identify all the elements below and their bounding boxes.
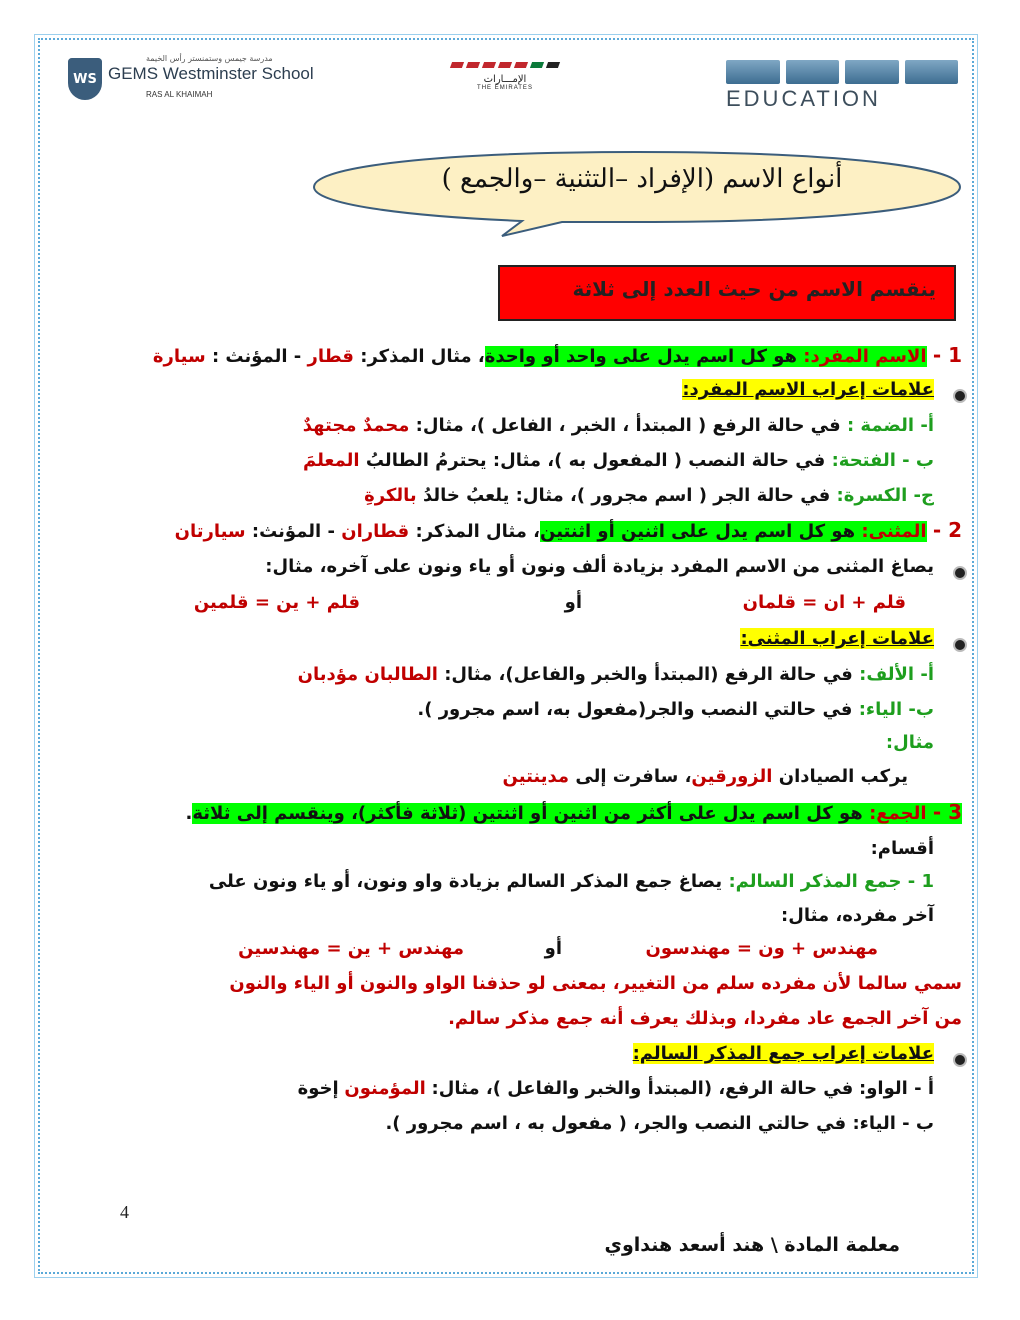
sign-example: بالكرةِ — [364, 485, 417, 506]
sign-label: ب - الفتحة: — [831, 450, 934, 471]
sign-example: محمدٌ مجتهدٌ — [302, 415, 410, 436]
s2-example-1: قلم + ان = قلمان — [742, 592, 906, 613]
bullet-icon — [953, 389, 967, 403]
school-arabic-name: مدرسة جيمس وستمنستر رأس الخيمة — [146, 54, 273, 63]
s2-sentence — [503, 766, 908, 787]
school-name: GEMS Westminster School — [108, 64, 314, 83]
emirates-english: THE EMIRATES — [477, 85, 533, 91]
sign-text: في حالة الرفع، (المبتدأ والخبر والفاعل )، مثال: — [431, 1078, 854, 1099]
s3-example-2: مهندس + ين = مهندسين — [238, 938, 464, 959]
intro-text: ينقسم الاسم من حيث العدد إلى ثلاثة — [572, 277, 936, 301]
section-2-heading — [175, 518, 962, 542]
bullet-icon — [953, 638, 967, 652]
bullet-icon — [953, 1053, 967, 1067]
s2-example-2: قلم + ين = قلمين — [193, 592, 360, 613]
sign-tail: إخوة — [297, 1078, 339, 1099]
s3-sign-a — [298, 1078, 934, 1099]
sign-label: ج- الكسرة: — [836, 485, 934, 506]
sign-text: في حالتي النصب والجر(مفعول به، اسم مجرور ). — [417, 699, 853, 720]
s2-sign-b — [417, 699, 934, 720]
example-feminine: سيارتان — [174, 521, 246, 542]
section-term: الاسم المفرد: — [803, 346, 927, 367]
section-number: 1 - — [932, 343, 962, 367]
type-label: 1 - جمع المذكر السالم: — [728, 871, 934, 892]
s1-sign-b — [303, 450, 934, 471]
s3-example-1: مهندس + ون = مهندسون — [645, 938, 878, 959]
s3-sign-b — [385, 1113, 934, 1134]
example-feminine: سيارة — [152, 346, 206, 367]
signs-heading: علامات إعراب الاسم المفرد: — [682, 379, 934, 400]
s2-sign-a — [298, 664, 934, 685]
section-term: المثنى: — [861, 521, 927, 542]
title-bubble — [312, 150, 962, 224]
example-masculine: قطار — [307, 346, 354, 367]
bullet-icon — [953, 566, 967, 580]
s2-rule: يصاغ المثنى من الاسم المفرد بزيادة ألف ونون أو ياء ونون على آخره، مثال: — [265, 556, 934, 577]
section-rest: ، مثال المذكر: — [415, 521, 540, 542]
s1-sign-c — [364, 485, 934, 506]
gems-letters-icon — [726, 60, 958, 84]
example-masculine: قطاران — [341, 521, 410, 542]
signs-heading: علامات إعراب المثنى: — [740, 628, 934, 649]
sentence-example: الزورقين — [691, 766, 773, 787]
s3-note-2: من آخر الجمع عاد مفردا، وبذلك يعرف أنه جمع مذكر سالم. — [448, 1008, 962, 1029]
sign-text: في حالة الرفع (المبتدأ والخبر والفاعل)، مثال: — [444, 664, 853, 685]
section-dot: . — [185, 803, 193, 824]
section-3-heading — [186, 800, 962, 824]
section-term: الجمع: — [869, 803, 927, 824]
s1-sign-a — [303, 415, 934, 436]
sentence-part: يركب الصيادان — [778, 766, 908, 787]
section-3-signs — [633, 1043, 934, 1064]
school-city: RAS AL KHAIMAH — [146, 90, 213, 99]
section-definition: هو كل اسم يدل على واحد أو واحدة — [484, 346, 797, 367]
s3-note-1: سمي سالما لأن مفرده سلم من التغيير، بمعنى لو حذفنا الواو والنون أو الياء والنون — [229, 973, 962, 994]
the-emirates-logo — [440, 62, 570, 102]
sign-label: ب- الياء: — [858, 699, 934, 720]
intro-box — [498, 265, 956, 321]
sections-label: أقسام: — [870, 838, 934, 859]
sentence-example: مدينتين — [502, 766, 570, 787]
section-definition: هو كل اسم يدل على اثنين أو اثنتين — [540, 521, 856, 542]
section-number: 2 - — [932, 518, 962, 542]
or-label: أو — [544, 938, 562, 959]
sign-label: أ- الضمة : — [846, 415, 934, 436]
sign-text: في حالة النصب ( المفعول به )، مثال: يحترمُ الطالبُ — [365, 450, 826, 471]
emirates-bars-icon — [440, 62, 570, 68]
section-2-signs — [740, 628, 934, 649]
section-number: 3 - — [932, 800, 962, 824]
education-label: EDUCATION — [726, 86, 881, 111]
example-separator: - المؤنث : — [211, 346, 302, 367]
gems-education-logo — [726, 60, 958, 112]
sign-label: أ- الألف: — [859, 664, 934, 685]
s3-type-1 — [209, 871, 934, 892]
sign-text: في حالة الجر ( اسم مجرور )، مثال: يلعبُ خالدُ — [422, 485, 831, 506]
s3-type-1-line2: آخر مفرده، مثال: — [781, 905, 934, 926]
sign-text: في حالة الرفع ( المبتدأ ، الخبر ، الفاعل )، مثال: — [415, 415, 841, 436]
teacher-signature: معلمة المادة \ هند أسعد هنداوي — [604, 1234, 900, 1256]
sign-text: في حالتي النصب والجر، ( مفعول به ، اسم مجرور ). — [385, 1113, 847, 1134]
signs-heading: علامات إعراب جمع المذكر السالم: — [632, 1043, 934, 1064]
gems-westminster-logo — [68, 54, 318, 108]
type-text: يصاغ جمع المذكر السالم بزيادة واو ونون، أو ياء ونون على — [208, 871, 723, 892]
school-shield-icon: WS — [68, 58, 102, 100]
section-1-signs — [682, 379, 934, 400]
emirates-arabic: الإمـــارات — [483, 74, 527, 85]
section-definition: هو كل اسم يدل على أكثر من اثنين أو اثنتين (ثلاثة فأكثر)، وينقسم إلى ثلاثة — [192, 803, 863, 824]
sign-example: الطالبان مؤدبان — [297, 664, 438, 685]
page-number: 4 — [120, 1202, 129, 1222]
sign-label: أ - الواو: — [859, 1078, 934, 1099]
sign-example: المؤمنون — [344, 1078, 426, 1099]
sign-example: المعلمَ — [302, 450, 360, 471]
section-rest: ، مثال المذكر: — [360, 346, 485, 367]
example-label: مثال: — [885, 732, 934, 753]
example-separator: - المؤنث: — [251, 521, 335, 542]
page-title: أنواع الاسم (الإفراد –التثنية –والجمع ) — [441, 164, 843, 194]
section-1-heading — [153, 343, 962, 367]
sign-label: ب - الياء: — [852, 1113, 934, 1134]
sentence-part: ، سافرت إلى — [575, 766, 692, 787]
or-label: أو — [564, 592, 582, 613]
